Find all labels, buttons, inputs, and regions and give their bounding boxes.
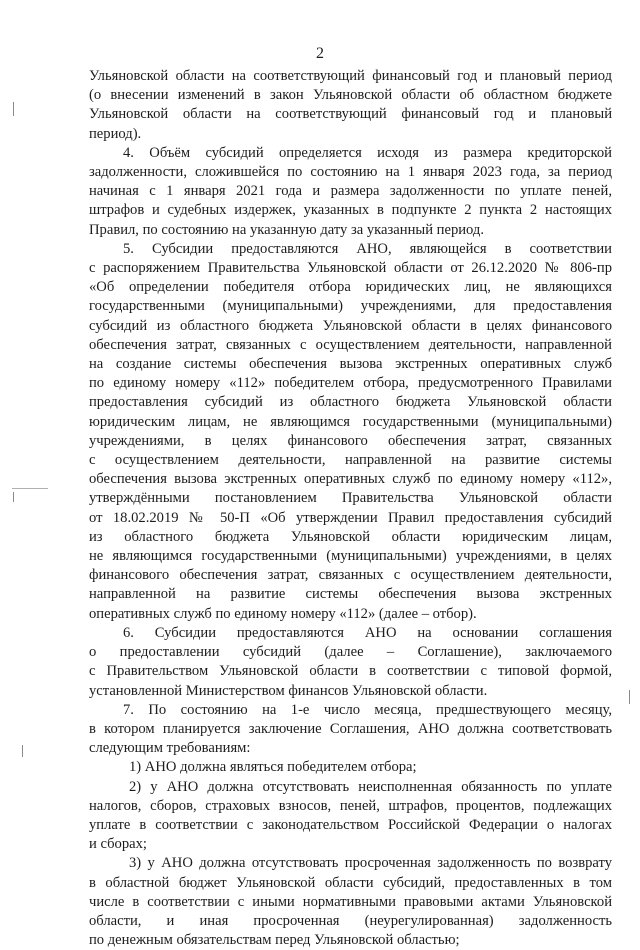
text-line: субсидий из областного бюджета Ульяновской области в целях финансового	[89, 317, 612, 334]
text-line: не являющимся государственными (муниципальными) учреждениями, в целях	[89, 548, 612, 565]
paragraph-5	[89, 240, 612, 624]
text-line: оперативных служб по единому номеру «112» (далее – отбор).	[89, 605, 477, 622]
text-line: государственными (муниципальными) учреждениями, для предоставления	[89, 298, 612, 315]
text-line: Ульяновской области на соответствующий финансовый год и плановый	[89, 106, 612, 123]
text-line: 4. Объём субсидий определяется исходя из размера кредиторской	[123, 144, 612, 161]
text-line: о предоставлении субсидий (далее – Соглашение), заключаемого	[89, 644, 612, 661]
text-line: 1) АНО должна являться победителем отбора;	[129, 759, 417, 776]
text-line: обеспечения затрат, связанных с осуществлением деятельности, направленной	[89, 336, 612, 353]
document-body	[89, 67, 612, 950]
paragraph-continuation	[89, 67, 612, 144]
scan-artifact	[12, 488, 48, 489]
paragraph-7-item-3	[89, 854, 612, 950]
paragraph-7	[89, 701, 612, 759]
text-line: 5. Субсидии предоставляются АНО, являющейся в соответствии	[123, 240, 612, 257]
paragraph-7-item-2	[89, 778, 612, 855]
text-line: Правил, по состоянию на указанную дату за указанный период.	[89, 221, 484, 238]
text-line: штрафов и судебных издержек, указанных в подпункте 2 пункта 2 настоящих	[89, 202, 612, 219]
scan-artifact	[13, 102, 14, 116]
text-line: с осуществлением деятельности, направленной на развитие системы	[89, 452, 612, 469]
text-line: в областной бюджет Ульяновской области субсидий, предоставленных в том	[89, 874, 612, 891]
text-line: в котором планируется заключение Соглашения, АНО должна соответствовать	[89, 720, 612, 737]
text-line: (о внесении изменений в закон Ульяновской области об областном бюджете	[89, 87, 612, 104]
text-line: числе в соответствии с иными нормативными правовыми актами Ульяновской	[89, 893, 612, 910]
scan-artifact	[22, 745, 23, 757]
text-line: следующим требованиям:	[89, 740, 251, 757]
text-line: с распоряжением Правительства Ульяновской области от 26.12.2020 № 806-пр	[89, 260, 612, 277]
text-line: Ульяновской области на соответствующий финансовый год и плановый период	[89, 68, 612, 84]
text-line: установленной Министерством финансов Ульяновской области.	[89, 682, 488, 699]
text-line: из областного бюджета Ульяновской области юридическим лицам,	[89, 528, 612, 545]
text-line: с Правительством Ульяновской области в соответствии с типовой формой,	[89, 663, 612, 680]
text-line: юридическим лицам, не являющимся государственными (муниципальными)	[89, 413, 612, 430]
text-line: задолженности, сложившейся по состоянию на 1 января 2023 года, за период	[89, 164, 612, 181]
text-line: по единому номеру «112» победителем отбора, предусмотренного Правилами	[89, 375, 612, 392]
paragraph-7-item-1	[89, 758, 612, 777]
text-line: период).	[89, 125, 142, 142]
text-line: «Об определении победителя отбора юридических лиц, не являющихся	[89, 279, 612, 296]
text-line: 6. Субсидии предоставляются АНО на основании соглашения	[123, 624, 612, 641]
text-line: 3) у АНО должна отсутствовать просроченная задолженность по возврату	[129, 855, 612, 872]
text-line: обеспечения вызова экстренных оперативных служб по единому номеру «112»,	[89, 471, 612, 488]
paragraph-4	[89, 144, 612, 240]
scan-artifact	[13, 492, 14, 502]
text-line: финансового обеспечения затрат, связанных с осуществлением деятельности,	[89, 567, 612, 584]
text-line: на создание системы обеспечения вызова экстренных оперативных служб	[89, 356, 612, 373]
text-line: предоставления субсидий из областного бюджета Ульяновской области	[89, 394, 612, 411]
text-line: по денежным обязательствам перед Ульяновской областью;	[89, 932, 460, 949]
text-line: утверждёнными постановлением Правительства Ульяновской области	[89, 490, 612, 507]
page-number: 2	[316, 45, 324, 62]
text-line: уплате в соответствии с законодательством Российской Федерации о налогах	[89, 816, 612, 833]
text-line: налогов, сборов, страховых взносов, пеней, штрафов, процентов, подлежащих	[89, 797, 612, 814]
text-line: 2) у АНО должна отсутствовать неисполненная обязанность по уплате	[129, 778, 612, 795]
text-line: 7. По состоянию на 1-е число месяца, предшествующего месяцу,	[123, 701, 612, 718]
text-line: направленной на развитие системы обеспечения вызова экстренных	[89, 586, 612, 603]
scan-artifact	[629, 690, 630, 704]
text-line: начиная с 1 января 2021 года и размера задолженности по уплате пеней,	[89, 183, 612, 200]
text-line: от 18.02.2019 № 50-П «Об утверждении Правил предоставления субсидий	[89, 509, 612, 526]
paragraph-6	[89, 624, 612, 701]
text-line: и сборах;	[89, 836, 147, 853]
text-line: области, и иная просроченная (неурегулированная) задолженность	[89, 912, 612, 929]
text-line: учреждениями, в целях финансового обеспечения затрат, связанных	[89, 432, 612, 449]
